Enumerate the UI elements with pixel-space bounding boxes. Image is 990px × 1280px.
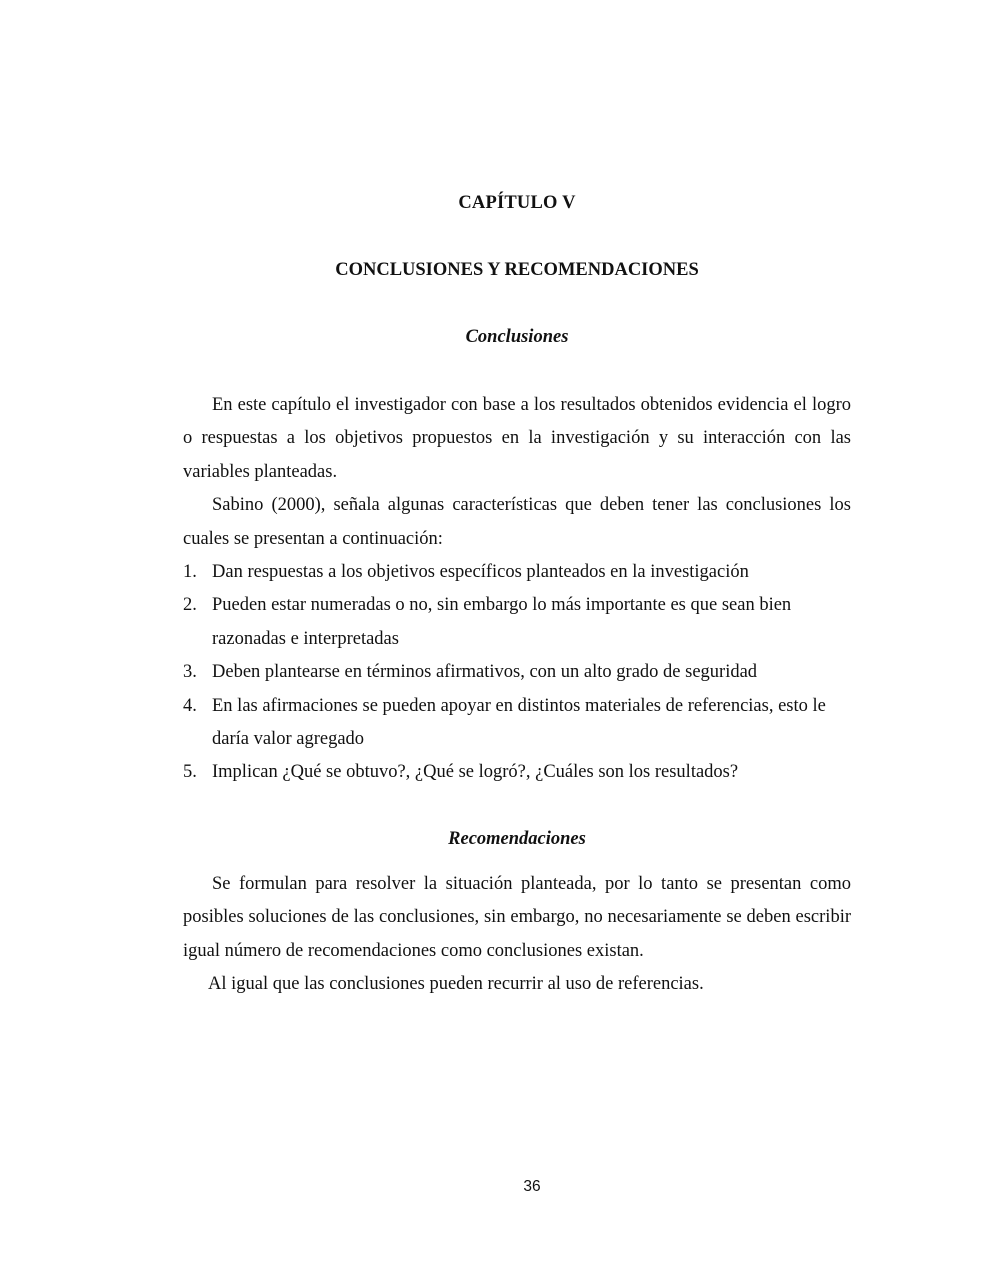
list-item bbox=[183, 656, 851, 689]
list-item-text: Implican ¿Qué se obtuvo?, ¿Qué se logró?, ¿Cuáles son los resultados? bbox=[212, 762, 739, 783]
list-item-number: 5. bbox=[183, 762, 197, 783]
list-item bbox=[183, 690, 851, 757]
page-number: 36 bbox=[523, 1178, 541, 1195]
list-item-text: En las afirmaciones se pueden apoyar en distintos materiales de referencias, esto le daría valor agregado bbox=[212, 695, 826, 750]
conclusiones-paragraph-1: En este capítulo el investigador con base a los resultados obtenidos evidencia el logro o respuestas a los objetivos propuestos en la investigación y su interacción con las variables planteadas. bbox=[183, 395, 851, 482]
conclusiones-section bbox=[183, 389, 851, 790]
list-item bbox=[183, 556, 851, 589]
recomendaciones-section bbox=[183, 868, 851, 1002]
list-item-number: 2. bbox=[183, 595, 197, 616]
chapter-heading: CAPÍTULO V bbox=[458, 193, 576, 213]
list-item bbox=[183, 756, 851, 789]
conclusiones-list bbox=[183, 556, 851, 790]
conclusiones-paragraph-2: Sabino (2000), señala algunas características que deben tener las conclusiones los cuales se presentan a continuación: bbox=[183, 495, 851, 549]
recomendaciones-paragraph-2: Al igual que las conclusiones pueden recurrir al uso de referencias. bbox=[208, 974, 704, 995]
chapter-title: CONCLUSIONES Y RECOMENDACIONES bbox=[335, 260, 699, 280]
list-item-number: 3. bbox=[183, 662, 197, 683]
list-item-number: 4. bbox=[183, 695, 197, 716]
list-item-number: 1. bbox=[183, 562, 197, 583]
recomendaciones-paragraph-1: Se formulan para resolver la situación planteada, por lo tanto se presentan como posibles soluciones de las conclusiones, sin embargo, no necesariamente se deben escribir igual número de recomendaciones como conclusiones existan. bbox=[183, 874, 851, 961]
list-item-text: Dan respuestas a los objetivos específicos planteados en la investigación bbox=[212, 562, 749, 583]
list-item-text: Pueden estar numeradas o no, sin embargo lo más importante es que sean bien razonadas e interpretadas bbox=[212, 595, 792, 649]
list-item bbox=[183, 589, 851, 656]
conclusiones-heading: Conclusiones bbox=[465, 327, 569, 347]
list-item-text: Deben plantearse en términos afirmativos, con un alto grado de seguridad bbox=[212, 662, 758, 683]
recomendaciones-heading: Recomendaciones bbox=[448, 829, 586, 849]
